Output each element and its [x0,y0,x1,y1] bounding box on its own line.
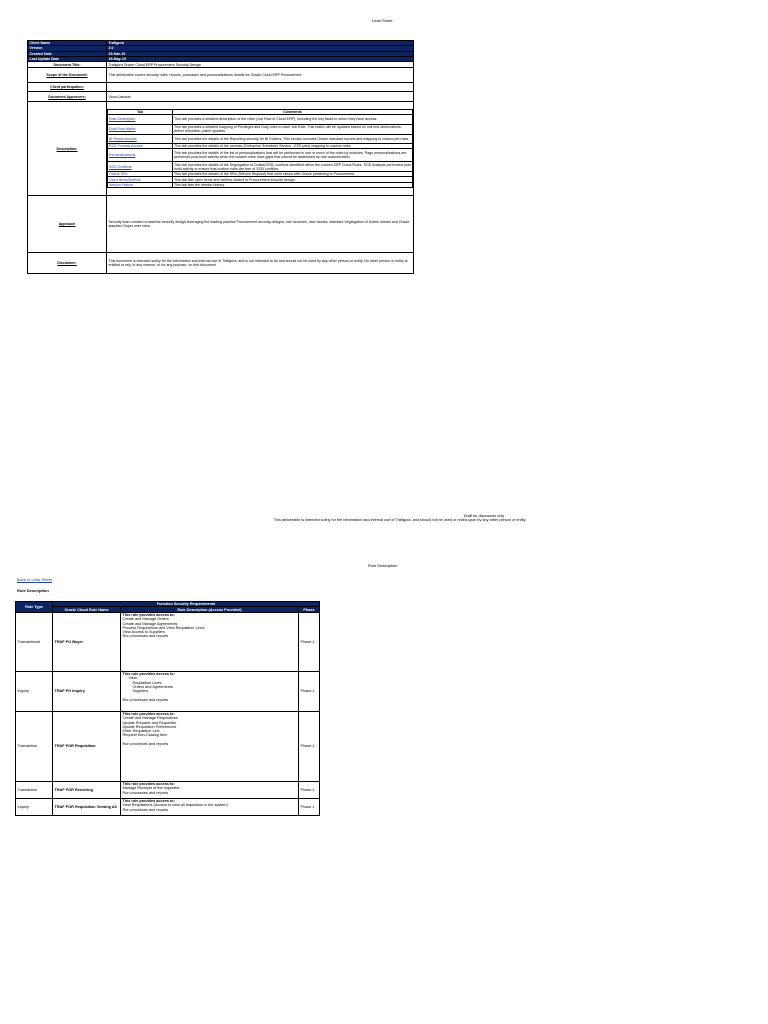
role-access-line: View Access to Suppliers [122,630,165,635]
tab-description-row [108,162,413,172]
document-title-value: Trafigura Oracle Cloud ERP Procurement Security Design [107,62,414,68]
tab-link[interactable]: Dual Role Matrix [109,127,136,132]
tab-comment: This tab lists the version history. [173,182,413,188]
phase-cell: Phase-1 [299,799,320,816]
role-desc-cell [121,672,299,712]
approvers-label: Document Approvers: [28,92,107,102]
role-access-line: View Requisitions (Access to view all requisition in the system) [122,803,228,808]
role-access-line: Request Non-Catalog Item [122,733,168,738]
role-desc-cell [121,799,299,816]
role-access-line: Run processes and reports [122,634,169,639]
meta-value: Trafigura [107,41,414,46]
meta-label: Version [28,46,107,51]
tab-comment: This tab provides the details of the Reporting security for BI Folders. This section includes Oracle standard reports and mapping to custom job roles. [173,134,413,143]
phase-cell: Phase-1 [299,712,320,782]
meta-label: Created Date [28,51,107,56]
tab-description-row [108,114,413,124]
role-access-line: Process Requisitions and View Requisition Lines [122,625,205,630]
phase-header: Phase [299,607,320,613]
client-participation-value [107,83,414,92]
role-description-table [15,601,320,816]
role-desc-header: Role Description (Access Provided) [121,607,299,613]
description-label: Description: [28,102,107,196]
role-name-cell: TRAF POR Requisition Viewing All [53,799,121,816]
tab-link[interactable]: BI Report Access [109,136,137,141]
document-title-label: Document Title: [28,62,107,68]
role-desc-cell [121,782,299,799]
page-header-lead-sheet: Lead Sheet [372,18,393,23]
role-access-line: Create and Manage Agreements [122,621,178,626]
role-description-title: Role Description [17,588,49,593]
table-row [16,799,320,816]
phase-cell: Phase-1 [299,782,320,799]
tab-comment: This tab provides the details of the list of personalizations that will be performed in one or more of the roles by modules. Page personalizations are performed post build activity when the custom roles have gaps that cannot be addressed by role customization. [173,149,413,162]
role-access-line: Run processes and reports [122,697,169,702]
phase-cell: Phase-1 [299,613,320,672]
tab-description-row [108,149,413,162]
tab-comment: This tab lists open items and defects related to Procurement security design. [173,177,413,183]
footer-disclaimer: This deliverable is intended solely for the information and internal use of Trafigura, and should not be used or relied upon by any other person or entity. [273,518,527,523]
role-access-line: Requisition Lines [132,680,162,685]
role-access-line: Orders and Agreements [132,684,173,689]
role-type-cell: Inquiry [16,799,53,816]
meta-label: Client Name [28,41,107,46]
tab-description-row [108,134,413,143]
scope-label: Scope of the Document: [28,68,107,83]
role-access-line: Update Requisition Preferences [122,724,177,729]
role-type-cell: Transaction [16,782,53,799]
role-type-cell: Inquiry [16,672,53,712]
role-access-line: Manage Receipts of the requester [122,786,180,791]
tab-comment: This tab provides a detailed description of the roles (Job Role in Cloud ERP), including the key tasks to which they have access. [173,114,413,124]
role-desc-intro: This role provides access to: [122,782,175,786]
role-desc-intro: This role provides access to: [122,799,175,803]
role-access-line: Create and Manage Orders [122,617,169,622]
phase-cell: Phase-1 [299,672,320,712]
role-access-line: Enter Requisition Line [122,729,160,734]
role-access-line: Update Preparer and Requester [122,720,177,725]
role-desc-cell [121,613,299,672]
page-header-role-description: Role Description [368,563,398,568]
page-footer [200,514,600,522]
meta-value: 29-May-19 [107,56,414,61]
meta-value: 2.0 [107,46,414,51]
role-desc-intro: This role provides access to: [122,613,175,617]
role-name-cell: TRAF PO Inquiry [53,672,121,712]
role-desc-intro: This role provides access to: [122,712,175,716]
tab-link[interactable]: Oracle SRs [109,172,128,177]
scope-value: This deliverable covers security roles, reports, processes and personalizations details for Oracle Cloud ERP Procurement [107,68,414,83]
role-name-cell: TRAF POR Requisition [53,712,121,782]
description-cell [107,102,414,196]
role-name-cell: TRAF PO Buyer [53,613,121,672]
function-security-header: Function Security Requirements [53,602,320,607]
role-type-header: Role Type [16,602,53,613]
tab-description-row [108,124,413,134]
back-to-lead-sheet-link[interactable]: Back to Lead Sheet [17,577,52,582]
role-access-line: Run processes and reports [122,807,169,812]
tab-link[interactable]: Open Items/Defects [109,177,141,182]
tab-description-table [107,109,413,189]
tab-link[interactable]: Role Description [109,117,136,122]
role-access-line: Create and Manage Requisitions [122,716,178,721]
tab-comment: This tab provides the details of the SRs (Service Request) that were raised with Oracle pertaining to Procurement. [173,171,413,177]
role-access-line: Run processes and reports [122,742,169,747]
lead-sheet-table [27,40,414,274]
tab-comment: This tab provides a detailed mapping of Privileges and Duty roles to each Job Role. This matrix will be updated based on unit test observations, defect resolution, patch updates. [173,124,413,134]
table-row [16,672,320,712]
client-participation-label: Client participation: [28,83,107,92]
tab-description-row [108,182,413,188]
disclaimer-label: Disclaimer: [28,253,107,274]
table-row [16,712,320,782]
role-name-cell: TRAF POR Receiving [53,782,121,799]
role-type-cell: Transactional [16,613,53,672]
role-access-line: Suppliers [132,689,149,694]
tab-link[interactable]: Personalizations [109,153,136,158]
table-row [16,613,320,672]
meta-value: 29-Mar-19 [107,51,414,56]
role-name-header: Oracle Cloud Role Name [53,607,121,613]
meta-label: Last Update Date [28,56,107,61]
tab-header: Tab [108,109,173,114]
role-access-line: Run processes and reports [122,790,169,795]
comments-header: Comments [173,109,413,114]
tab-link[interactable]: ESS Process Access [109,144,143,149]
tab-link[interactable]: Version History [109,183,134,188]
role-type-cell: Transaction [16,712,53,782]
approach-value: Security team created a baseline security design leveraging the leading practice Procurement security designs, role structure, user stories, standard Segregation of Duties ruleset and Oracle standard Super user roles. [107,196,414,253]
role-desc-intro: This role provides access to: [122,672,175,676]
tab-comment: This tab provides the details of the process (Enterprise Scheduler Service - ESS jobs) mapping to custom roles. [173,143,413,149]
role-access-line: View: [128,676,138,681]
approach-label: Approach [28,196,107,253]
tab-link[interactable]: SOD Conflicts [109,164,132,169]
role-desc-cell [121,712,299,782]
tab-comment: This tab provides the details of the Segregation of Duties(SOD) conflicts identified within the custom ERP Cloud Roles. SOD Analysis performed post build activity to ensure that custom roles are free of SOD conflicts. [174,162,411,171]
table-row [16,782,320,799]
footer-draft-note: Draft for discussion only [463,514,505,518]
disclaimer-value: This document is intended solely for the information and internal use of Trafigura, and is not intended to be and should not be used by any other person or entity. No other person or entity is entitled to rely, in any manner, or for any purpose, on this document. [107,253,414,274]
approvers-value: Vinod Jaiswal [107,92,414,102]
